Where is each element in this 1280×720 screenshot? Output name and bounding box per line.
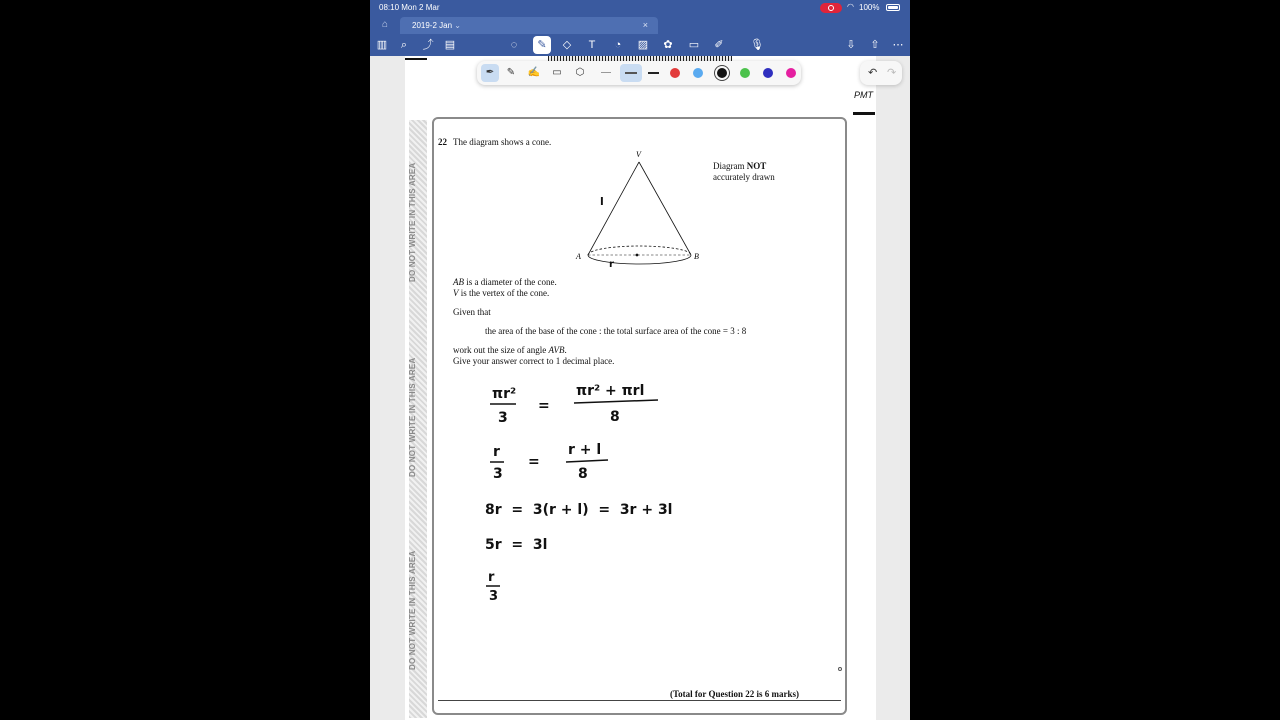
hw-l2-right-den: 8 [578, 466, 588, 482]
shapes-icon[interactable]: ◔ [614, 39, 622, 51]
pen-options-toolbar [477, 61, 801, 85]
color-swatch-pink[interactable] [786, 68, 796, 78]
document-tab[interactable] [400, 17, 658, 34]
battery-percent: 100% [859, 3, 880, 12]
handwritten-working [470, 370, 730, 610]
question-total: (Total for Question 22 is 6 marks) [670, 689, 800, 699]
margin-warning-text: DO NOT WRITE IN THIS AREA [408, 162, 417, 282]
shape-pen-icon[interactable]: ⬡ [575, 67, 585, 78]
working-line-5 [486, 570, 500, 604]
question-bottom-rule [438, 700, 841, 701]
margin-warning-text: DO NOT WRITE IN THIS AREA [408, 357, 417, 477]
text-box-icon[interactable]: T [588, 39, 596, 51]
fact-vertex: V is the vertex of the cone. [453, 288, 550, 298]
export-icon[interactable]: ⇩ [846, 39, 856, 51]
question-intro: The diagram shows a cone. [453, 137, 552, 147]
hw-l2-right-num: r + l [568, 442, 602, 458]
close-tab-icon[interactable]: × [642, 20, 648, 30]
share-icon[interactable]: ⇧ [870, 39, 880, 51]
laser-icon[interactable]: ✐ [714, 39, 724, 51]
ball-pen-icon[interactable]: ✎ [506, 67, 516, 78]
hw-l2-left-num: r [493, 444, 500, 460]
wifi-icon: ◠ [847, 2, 854, 11]
stroke-medium-option[interactable] [620, 64, 642, 82]
pen-icon[interactable]: ✎ [533, 36, 551, 54]
pmt-header-mark: PMT [854, 90, 873, 100]
task-precision: Give your answer correct to 1 decimal place. [453, 356, 615, 366]
redo-icon[interactable]: ↷ [887, 67, 897, 79]
diagram-note: Diagram NOT [713, 161, 767, 171]
working-line-1 [490, 383, 658, 426]
image-icon[interactable]: ▨ [637, 39, 649, 51]
question-number: 22 [438, 137, 447, 147]
margin-warning-text: DO NOT WRITE IN THIS AREA [408, 550, 417, 670]
home-icon[interactable]: ⌂ [382, 19, 389, 30]
highlighter-icon[interactable]: ▭ [552, 67, 562, 78]
fact-diameter: AB is a diameter of the cone. [453, 277, 557, 287]
hw-l1-right-num: πr² + πrl [576, 383, 645, 399]
handwritten-l-label: l [600, 195, 604, 208]
page-marker-dot [838, 667, 842, 671]
status-time: 08:10 Mon 2 Mar [379, 3, 440, 12]
cone-diagram [570, 148, 720, 273]
hw-equals: = [538, 398, 550, 414]
ratio-statement: the area of the base of the cone : the total surface area of the cone = 3 : 8 [485, 326, 747, 336]
color-swatch-blue[interactable] [693, 68, 703, 78]
diagram-note-line2: accurately drawn [713, 172, 775, 182]
more-icon[interactable]: ⋯ [892, 39, 904, 51]
hw-l2-left-den: 3 [493, 466, 503, 482]
main-toolbar [370, 34, 910, 56]
ipad-screen [370, 0, 910, 720]
point-label-a: A [576, 252, 581, 261]
status-bar [370, 0, 910, 16]
working-line-4: 5r = 3l [485, 537, 548, 553]
fountain-pen-icon[interactable]: ✒ [481, 64, 499, 82]
page-header-rule [853, 112, 875, 115]
screen-recording-indicator[interactable] [820, 3, 842, 13]
hw-l5-num: r [488, 570, 495, 585]
pages-icon[interactable]: ▤ [444, 39, 456, 51]
brush-pen-icon[interactable]: ✍ [527, 67, 541, 78]
handwritten-r-label: r [609, 259, 614, 270]
color-swatch-navy[interactable] [763, 68, 773, 78]
page-top-rule [405, 58, 427, 60]
sidebar-icon[interactable]: ▥ [376, 39, 388, 51]
vertex-label-v: V [636, 150, 641, 159]
battery-icon [886, 4, 900, 11]
lasso-icon[interactable]: ◌ [510, 39, 518, 51]
tab-bar [370, 16, 910, 34]
hw-l5-den: 3 [489, 589, 499, 604]
point-label-b: B [694, 252, 699, 261]
given-that: Given that [453, 307, 491, 317]
hw-l1-left-den: 3 [498, 410, 508, 426]
sticker-icon[interactable]: ✿ [663, 39, 673, 51]
search-icon[interactable]: ⌕ [400, 39, 408, 51]
stroke-thin-option[interactable] [601, 72, 611, 73]
color-swatch-green[interactable] [740, 68, 750, 78]
working-line-2 [490, 442, 608, 482]
hw-l1-left-num: πr² [492, 386, 517, 402]
working-line-3: 8r = 3(r + l) = 3r + 3l [485, 502, 673, 518]
stroke-thick-option[interactable] [648, 72, 659, 74]
tab-title: 2019-2 Jan ⌄ [412, 21, 461, 30]
task-statement: work out the size of angle AVB. [453, 345, 567, 355]
hw-equals: = [528, 454, 540, 470]
eraser-icon[interactable]: ◇ [562, 39, 572, 51]
color-swatch-red[interactable] [670, 68, 680, 78]
hw-l1-right-den: 8 [610, 409, 620, 425]
undo-redo-group [860, 61, 902, 85]
undo-icon[interactable]: ↶ [868, 67, 878, 79]
mic-icon[interactable]: 🎙 [750, 39, 764, 51]
share-arrow-icon[interactable]: ⤴ [422, 39, 434, 51]
color-swatch-black[interactable] [717, 68, 727, 78]
note-icon[interactable]: ▭ [688, 39, 700, 51]
